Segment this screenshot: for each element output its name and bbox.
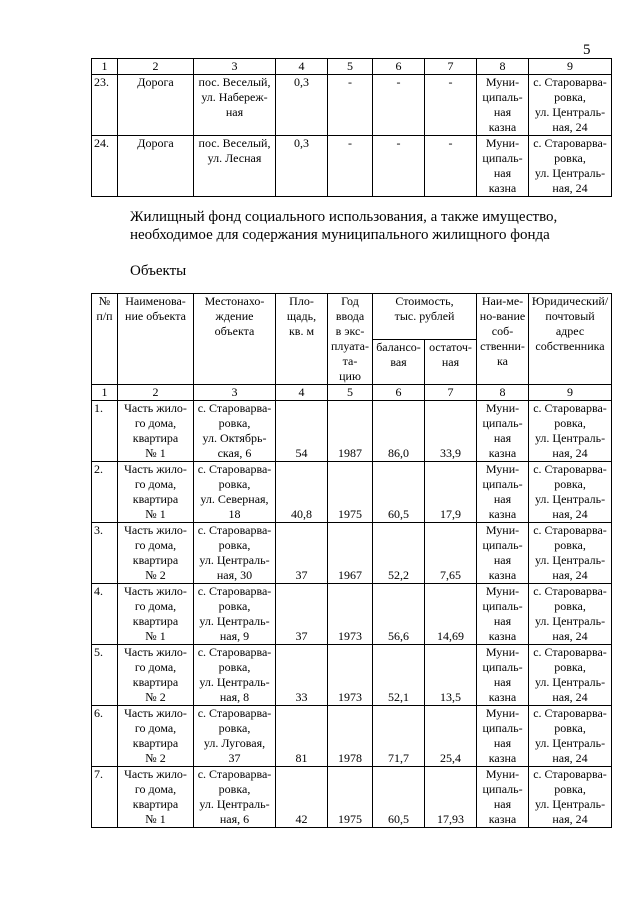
column-number-9: 9 — [529, 385, 612, 401]
header-residual: остаточ- ная — [425, 339, 477, 385]
residual-value: 25,4 — [425, 706, 477, 767]
residual-value: 7,65 — [425, 523, 477, 584]
owner-address: с. Староварва- ровка, ул. Централь- ная, 24 — [529, 584, 612, 645]
owner-name: Муни- ципаль- ная казна — [477, 401, 529, 462]
column-number-4: 4 — [276, 59, 328, 75]
object-year: - — [328, 75, 373, 136]
object-year: 1975 — [328, 767, 373, 828]
header-area: Пло- щадь, кв. м — [276, 294, 328, 385]
object-area: 81 — [276, 706, 328, 767]
object-year: - — [328, 136, 373, 197]
row-number: 24. — [92, 136, 118, 197]
table-row — [92, 767, 612, 828]
object-name: Часть жило- го дома, квартира № 1 — [118, 462, 194, 523]
roads-table — [91, 58, 612, 197]
row-number: 3. — [92, 523, 118, 584]
object-name: Часть жило- го дома, квартира № 1 — [118, 584, 194, 645]
object-area: 42 — [276, 767, 328, 828]
balance-value: 52,2 — [373, 523, 425, 584]
table-row — [92, 523, 612, 584]
residual-value: - — [425, 136, 477, 197]
row-number: 6. — [92, 706, 118, 767]
balance-value: 56,6 — [373, 584, 425, 645]
column-number-5: 5 — [328, 59, 373, 75]
object-location: с. Староварва- ровка, ул. Октябрь- ская, 6 — [194, 401, 276, 462]
object-name: Дорога — [118, 136, 194, 197]
object-area: 0,3 — [276, 136, 328, 197]
header-owner: Наи-ме- но-вание соб- ственни- ка — [477, 294, 529, 385]
balance-value: 71,7 — [373, 706, 425, 767]
residual-value: 13,5 — [425, 645, 477, 706]
table-row — [92, 401, 612, 462]
header-location: Местонахо- ждение объекта — [194, 294, 276, 385]
column-number-6: 6 — [373, 59, 425, 75]
object-name: Часть жило- го дома, квартира № 2 — [118, 645, 194, 706]
object-area: 37 — [276, 584, 328, 645]
objects-label: Объекты — [130, 263, 187, 279]
column-number-4: 4 — [276, 385, 328, 401]
balance-value: 60,5 — [373, 462, 425, 523]
object-area: 37 — [276, 523, 328, 584]
object-location: с. Староварва- ровка, ул. Централь- ная, 30 — [194, 523, 276, 584]
balance-value: - — [373, 136, 425, 197]
owner-name: Муни- ципаль- ная казна — [477, 767, 529, 828]
header-name: Наименова- ние объекта — [118, 294, 194, 385]
object-year: 1978 — [328, 706, 373, 767]
object-location: с. Староварва- ровка, ул. Луговая, 37 — [194, 706, 276, 767]
header-num: № п/п — [92, 294, 118, 385]
row-number: 4. — [92, 584, 118, 645]
table-row — [92, 75, 612, 136]
owner-name: Муни- ципаль- ная казна — [477, 462, 529, 523]
object-year: 1973 — [328, 584, 373, 645]
table-row — [92, 706, 612, 767]
owner-name: Муни- ципаль- ная казна — [477, 75, 529, 136]
table-row — [92, 462, 612, 523]
object-name: Часть жило- го дома, квартира № 2 — [118, 523, 194, 584]
object-area: 33 — [276, 645, 328, 706]
owner-name: Муни- ципаль- ная казна — [477, 584, 529, 645]
residual-value: 14,69 — [425, 584, 477, 645]
object-name: Часть жило- го дома, квартира № 2 — [118, 706, 194, 767]
column-number-row — [92, 59, 612, 75]
table-row — [92, 645, 612, 706]
column-number-2: 2 — [118, 385, 194, 401]
owner-address: с. Староварва- ровка, ул. Централь- ная, 24 — [529, 645, 612, 706]
balance-value: 86,0 — [373, 401, 425, 462]
object-location: с. Староварва- ровка, ул. Централь- ная, 8 — [194, 645, 276, 706]
section-heading: Жилищный фонд социального использования, а также имущество, необходимое для содержания муниципального жилищного фонда — [130, 209, 558, 243]
column-number-8: 8 — [477, 385, 529, 401]
column-number-row — [92, 385, 612, 401]
column-number-3: 3 — [194, 385, 276, 401]
object-location: с. Староварва- ровка, ул. Централь- ная, 6 — [194, 767, 276, 828]
column-number-8: 8 — [477, 59, 529, 75]
row-number: 1. — [92, 401, 118, 462]
object-name: Часть жило- го дома, квартира № 1 — [118, 401, 194, 462]
owner-name: Муни- ципаль- ная казна — [477, 645, 529, 706]
object-year: 1967 — [328, 523, 373, 584]
residual-value: 17,93 — [425, 767, 477, 828]
object-year: 1973 — [328, 645, 373, 706]
object-location: с. Староварва- ровка, ул. Централь- ная, 9 — [194, 584, 276, 645]
balance-value: - — [373, 75, 425, 136]
header-address: Юридический/ почтовый адрес собственника — [529, 294, 612, 385]
column-number-3: 3 — [194, 59, 276, 75]
column-number-1: 1 — [92, 385, 118, 401]
owner-address: с. Староварва- ровка, ул. Централь- ная, 24 — [529, 523, 612, 584]
header-year: Год ввода в экс- плуата- та- цию — [328, 294, 373, 385]
row-number: 23. — [92, 75, 118, 136]
header-cost: Стоимость, тыс. рублей — [373, 294, 477, 340]
header-balance: балансо- вая — [373, 339, 425, 385]
header-row — [92, 294, 612, 340]
object-location: с. Староварва- ровка, ул. Северная, 18 — [194, 462, 276, 523]
object-name: Часть жило- го дома, квартира № 1 — [118, 767, 194, 828]
owner-address: с. Староварва- ровка, ул. Централь- ная, 24 — [529, 401, 612, 462]
column-number-9: 9 — [529, 59, 612, 75]
object-location: пос. Веселый, ул. Набереж- ная — [194, 75, 276, 136]
column-number-7: 7 — [425, 385, 477, 401]
object-year: 1987 — [328, 401, 373, 462]
column-number-7: 7 — [425, 59, 477, 75]
owner-name: Муни- ципаль- ная казна — [477, 523, 529, 584]
table-row — [92, 584, 612, 645]
owner-name: Муни- ципаль- ная казна — [477, 706, 529, 767]
page-number: 5 — [583, 42, 591, 58]
residual-value: 17,9 — [425, 462, 477, 523]
column-number-1: 1 — [92, 59, 118, 75]
object-area: 40,8 — [276, 462, 328, 523]
object-area: 54 — [276, 401, 328, 462]
residual-value: - — [425, 75, 477, 136]
object-year: 1975 — [328, 462, 373, 523]
owner-name: Муни- ципаль- ная казна — [477, 136, 529, 197]
balance-value: 52,1 — [373, 645, 425, 706]
owner-address: с. Староварва- ровка, ул. Централь- ная, 24 — [529, 136, 612, 197]
table-row — [92, 136, 612, 197]
object-area: 0,3 — [276, 75, 328, 136]
housing-objects-table — [91, 293, 612, 828]
residual-value: 33,9 — [425, 401, 477, 462]
balance-value: 60,5 — [373, 767, 425, 828]
owner-address: с. Староварва- ровка, ул. Централь- ная, 24 — [529, 75, 612, 136]
owner-address: с. Староварва- ровка, ул. Централь- ная, 24 — [529, 706, 612, 767]
object-location: пос. Веселый, ул. Лесная — [194, 136, 276, 197]
row-number: 5. — [92, 645, 118, 706]
column-number-5: 5 — [328, 385, 373, 401]
owner-address: с. Староварва- ровка, ул. Централь- ная, 24 — [529, 462, 612, 523]
object-name: Дорога — [118, 75, 194, 136]
row-number: 2. — [92, 462, 118, 523]
column-number-6: 6 — [373, 385, 425, 401]
column-number-2: 2 — [118, 59, 194, 75]
owner-address: с. Староварва- ровка, ул. Централь- ная, 24 — [529, 767, 612, 828]
row-number: 7. — [92, 767, 118, 828]
